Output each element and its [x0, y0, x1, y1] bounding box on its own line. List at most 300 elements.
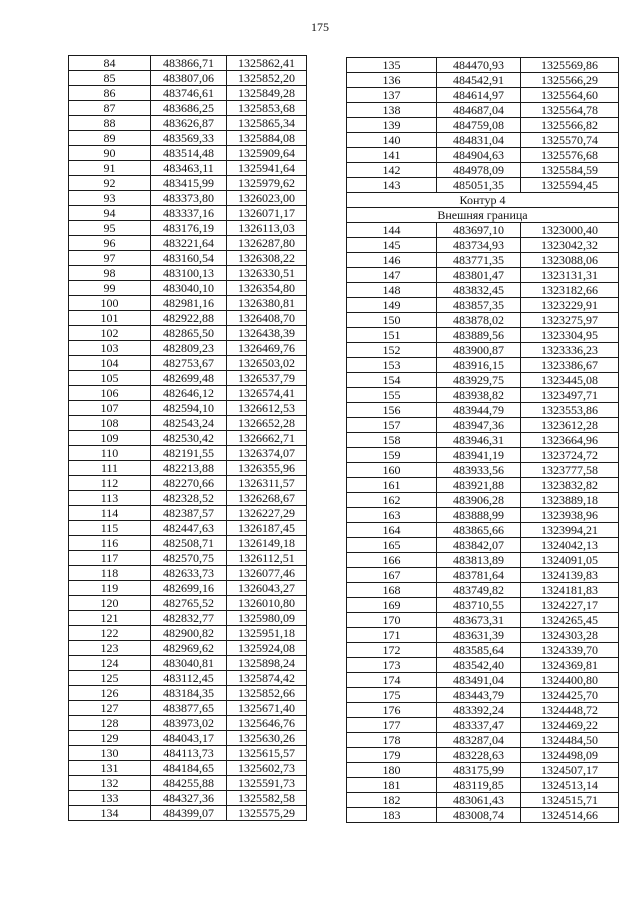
y-coordinate-cell: 1324484,50: [521, 733, 619, 748]
y-coordinate-cell: 1326187,45: [227, 521, 307, 536]
table-row: [347, 643, 619, 658]
table-row: [69, 626, 307, 641]
point-number-cell: 113: [69, 491, 151, 506]
point-number-cell: 88: [69, 116, 151, 131]
x-coordinate-cell: 484831,04: [437, 133, 521, 148]
y-coordinate-cell: 1325602,73: [227, 761, 307, 776]
x-coordinate-cell: 483119,85: [437, 778, 521, 793]
table-row: [347, 418, 619, 433]
x-coordinate-cell: 482508,71: [151, 536, 227, 551]
point-number-cell: 115: [69, 521, 151, 536]
point-number-cell: 155: [347, 388, 437, 403]
y-coordinate-cell: 1323497,71: [521, 388, 619, 403]
point-number-cell: 141: [347, 148, 437, 163]
point-number-cell: 109: [69, 431, 151, 446]
table-row: [347, 268, 619, 283]
table-row: [347, 718, 619, 733]
y-coordinate-cell: 1325566,29: [521, 73, 619, 88]
table-row: [347, 403, 619, 418]
point-number-cell: 84: [69, 56, 151, 71]
y-coordinate-cell: 1326113,03: [227, 221, 307, 236]
x-coordinate-cell: 483781,64: [437, 568, 521, 583]
y-coordinate-cell: 1325852,20: [227, 71, 307, 86]
y-coordinate-cell: 1326612,53: [227, 401, 307, 416]
point-number-cell: 150: [347, 313, 437, 328]
table-row: [69, 716, 307, 731]
x-coordinate-cell: 483443,79: [437, 688, 521, 703]
x-coordinate-cell: 483813,89: [437, 553, 521, 568]
x-coordinate-cell: 482865,50: [151, 326, 227, 341]
y-coordinate-cell: 1326503,02: [227, 356, 307, 371]
point-number-cell: 139: [347, 118, 437, 133]
y-coordinate-cell: 1324265,45: [521, 613, 619, 628]
table-row: [69, 731, 307, 746]
y-coordinate-cell: 1326071,17: [227, 206, 307, 221]
point-number-cell: 182: [347, 793, 437, 808]
table-row: [69, 671, 307, 686]
point-number-cell: 96: [69, 236, 151, 251]
y-coordinate-cell: 1325646,76: [227, 716, 307, 731]
y-coordinate-cell: 1326574,41: [227, 386, 307, 401]
table-row: [347, 118, 619, 133]
point-number-cell: 119: [69, 581, 151, 596]
x-coordinate-cell: 483569,33: [151, 131, 227, 146]
point-number-cell: 138: [347, 103, 437, 118]
y-coordinate-cell: 1326662,71: [227, 431, 307, 446]
table-row: [69, 521, 307, 536]
y-coordinate-cell: 1324400,80: [521, 673, 619, 688]
y-coordinate-cell: 1323275,97: [521, 313, 619, 328]
y-coordinate-cell: 1323664,96: [521, 433, 619, 448]
x-coordinate-cell: 483938,82: [437, 388, 521, 403]
x-coordinate-cell: 482530,42: [151, 431, 227, 446]
point-number-cell: 122: [69, 626, 151, 641]
table-row: [347, 508, 619, 523]
point-number-cell: 92: [69, 176, 151, 191]
x-coordinate-cell: 483160,54: [151, 251, 227, 266]
point-number-cell: 112: [69, 476, 151, 491]
y-coordinate-cell: 1326408,70: [227, 311, 307, 326]
y-coordinate-cell: 1323000,40: [521, 223, 619, 238]
x-coordinate-cell: 483228,63: [437, 748, 521, 763]
table-row: [347, 748, 619, 763]
point-number-cell: 146: [347, 253, 437, 268]
table-row: [69, 776, 307, 791]
x-coordinate-cell: 483842,07: [437, 538, 521, 553]
y-coordinate-cell: 1323994,21: [521, 523, 619, 538]
point-number-cell: 159: [347, 448, 437, 463]
point-number-cell: 142: [347, 163, 437, 178]
point-number-cell: 129: [69, 731, 151, 746]
x-coordinate-cell: 483673,31: [437, 613, 521, 628]
y-coordinate-cell: 1325941,64: [227, 161, 307, 176]
x-coordinate-cell: 483686,25: [151, 101, 227, 116]
x-coordinate-cell: 483585,64: [437, 643, 521, 658]
y-coordinate-cell: 1325584,59: [521, 163, 619, 178]
point-number-cell: 111: [69, 461, 151, 476]
y-coordinate-cell: 1323938,96: [521, 508, 619, 523]
table-row: [69, 446, 307, 461]
y-coordinate-cell: 1325566,82: [521, 118, 619, 133]
table-row: [69, 761, 307, 776]
y-coordinate-cell: 1325569,86: [521, 58, 619, 73]
table-row: [69, 596, 307, 611]
point-number-cell: 134: [69, 806, 151, 821]
point-number-cell: 121: [69, 611, 151, 626]
y-coordinate-cell: 1325924,08: [227, 641, 307, 656]
table-row: [69, 371, 307, 386]
table-row: [69, 191, 307, 206]
table-row: [347, 388, 619, 403]
point-number-cell: 89: [69, 131, 151, 146]
point-number-cell: 173: [347, 658, 437, 673]
point-number-cell: 114: [69, 506, 151, 521]
x-coordinate-cell: 482213,88: [151, 461, 227, 476]
table-row: [69, 431, 307, 446]
x-coordinate-cell: 483866,71: [151, 56, 227, 71]
point-number-cell: 145: [347, 238, 437, 253]
point-number-cell: 120: [69, 596, 151, 611]
point-number-cell: 110: [69, 446, 151, 461]
y-coordinate-cell: 1325564,60: [521, 88, 619, 103]
coordinates-table-left: [68, 55, 307, 821]
point-number-cell: 144: [347, 223, 437, 238]
x-coordinate-cell: 483878,02: [437, 313, 521, 328]
table-row: [69, 476, 307, 491]
y-coordinate-cell: 1323304,95: [521, 328, 619, 343]
x-coordinate-cell: 483807,06: [151, 71, 227, 86]
table-row: [69, 86, 307, 101]
x-coordinate-cell: 483746,61: [151, 86, 227, 101]
y-coordinate-cell: 1326023,00: [227, 191, 307, 206]
table-row: [69, 281, 307, 296]
point-number-cell: 118: [69, 566, 151, 581]
table-row: [69, 251, 307, 266]
table-row: [69, 566, 307, 581]
table-row: [347, 703, 619, 718]
y-coordinate-cell: 1325576,68: [521, 148, 619, 163]
y-coordinate-cell: 1326469,76: [227, 341, 307, 356]
x-coordinate-cell: 482646,12: [151, 386, 227, 401]
point-number-cell: 151: [347, 328, 437, 343]
y-coordinate-cell: 1326311,57: [227, 476, 307, 491]
x-coordinate-cell: 484255,88: [151, 776, 227, 791]
table-row: [347, 343, 619, 358]
y-coordinate-cell: 1325671,40: [227, 701, 307, 716]
section-subtitle-row: [347, 208, 619, 223]
x-coordinate-cell: 483337,16: [151, 206, 227, 221]
point-number-cell: 149: [347, 298, 437, 313]
x-coordinate-cell: 484327,36: [151, 791, 227, 806]
x-coordinate-cell: 483933,56: [437, 463, 521, 478]
table-row: [69, 161, 307, 176]
table-row: [69, 176, 307, 191]
y-coordinate-cell: 1326010,80: [227, 596, 307, 611]
y-coordinate-cell: 1323553,86: [521, 403, 619, 418]
table-row: [347, 583, 619, 598]
y-coordinate-cell: 1323889,18: [521, 493, 619, 508]
table-row: [347, 538, 619, 553]
y-coordinate-cell: 1326308,22: [227, 251, 307, 266]
point-number-cell: 127: [69, 701, 151, 716]
x-coordinate-cell: 483734,93: [437, 238, 521, 253]
table-row: [347, 598, 619, 613]
y-coordinate-cell: 1325575,29: [227, 806, 307, 821]
point-number-cell: 103: [69, 341, 151, 356]
coordinates-table-right: [346, 57, 619, 823]
table-row: [347, 448, 619, 463]
point-number-cell: 158: [347, 433, 437, 448]
x-coordinate-cell: 483710,55: [437, 598, 521, 613]
x-coordinate-cell: 484184,65: [151, 761, 227, 776]
point-number-cell: 124: [69, 656, 151, 671]
x-coordinate-cell: 483832,45: [437, 283, 521, 298]
table-row: [69, 656, 307, 671]
x-coordinate-cell: 482753,67: [151, 356, 227, 371]
point-number-cell: 153: [347, 358, 437, 373]
point-number-cell: 94: [69, 206, 151, 221]
table-row: [69, 491, 307, 506]
x-coordinate-cell: 483337,47: [437, 718, 521, 733]
y-coordinate-cell: 1326355,96: [227, 461, 307, 476]
table-row: [347, 313, 619, 328]
y-coordinate-cell: 1325909,64: [227, 146, 307, 161]
point-number-cell: 172: [347, 643, 437, 658]
point-number-cell: 125: [69, 671, 151, 686]
x-coordinate-cell: 482900,82: [151, 626, 227, 641]
point-number-cell: 132: [69, 776, 151, 791]
table-row: [69, 611, 307, 626]
x-coordinate-cell: 483631,39: [437, 628, 521, 643]
point-number-cell: 131: [69, 761, 151, 776]
x-coordinate-cell: 484614,97: [437, 88, 521, 103]
point-number-cell: 137: [347, 88, 437, 103]
x-coordinate-cell: 483463,11: [151, 161, 227, 176]
y-coordinate-cell: 1324515,71: [521, 793, 619, 808]
point-number-cell: 175: [347, 688, 437, 703]
table-row: [69, 56, 307, 71]
x-coordinate-cell: 482969,62: [151, 641, 227, 656]
y-coordinate-cell: 1326287,80: [227, 236, 307, 251]
point-number-cell: 130: [69, 746, 151, 761]
x-coordinate-cell: 483392,24: [437, 703, 521, 718]
point-number-cell: 107: [69, 401, 151, 416]
x-coordinate-cell: 483040,10: [151, 281, 227, 296]
y-coordinate-cell: 1326652,28: [227, 416, 307, 431]
table-row: [347, 493, 619, 508]
x-coordinate-cell: 482270,66: [151, 476, 227, 491]
x-coordinate-cell: 483626,87: [151, 116, 227, 131]
x-coordinate-cell: 483888,99: [437, 508, 521, 523]
point-number-cell: 101: [69, 311, 151, 326]
y-coordinate-cell: 1326330,51: [227, 266, 307, 281]
y-coordinate-cell: 1324513,14: [521, 778, 619, 793]
point-number-cell: 157: [347, 418, 437, 433]
x-coordinate-cell: 483491,04: [437, 673, 521, 688]
point-number-cell: 102: [69, 326, 151, 341]
y-coordinate-cell: 1324181,83: [521, 583, 619, 598]
x-coordinate-cell: 482570,75: [151, 551, 227, 566]
y-coordinate-cell: 1326112,51: [227, 551, 307, 566]
table-row: [347, 328, 619, 343]
x-coordinate-cell: 483008,74: [437, 808, 521, 823]
y-coordinate-cell: 1325852,66: [227, 686, 307, 701]
x-coordinate-cell: 482594,10: [151, 401, 227, 416]
table-row: [347, 223, 619, 238]
point-number-cell: 140: [347, 133, 437, 148]
point-number-cell: 99: [69, 281, 151, 296]
x-coordinate-cell: 483916,15: [437, 358, 521, 373]
x-coordinate-cell: 483906,28: [437, 493, 521, 508]
x-coordinate-cell: 482832,77: [151, 611, 227, 626]
y-coordinate-cell: 1325630,26: [227, 731, 307, 746]
x-coordinate-cell: 483112,45: [151, 671, 227, 686]
y-coordinate-cell: 1323832,82: [521, 478, 619, 493]
table-row: [347, 778, 619, 793]
x-coordinate-cell: 483973,02: [151, 716, 227, 731]
table-row: [347, 433, 619, 448]
table-row: [69, 686, 307, 701]
y-coordinate-cell: 1326354,80: [227, 281, 307, 296]
x-coordinate-cell: 484759,08: [437, 118, 521, 133]
table-row: [69, 806, 307, 821]
y-coordinate-cell: 1326227,29: [227, 506, 307, 521]
table-row: [347, 688, 619, 703]
table-row: [69, 416, 307, 431]
point-number-cell: 106: [69, 386, 151, 401]
x-coordinate-cell: 483697,10: [437, 223, 521, 238]
y-coordinate-cell: 1325594,45: [521, 178, 619, 193]
x-coordinate-cell: 483176,19: [151, 221, 227, 236]
x-coordinate-cell: 483373,80: [151, 191, 227, 206]
table-row: [69, 101, 307, 116]
x-coordinate-cell: 482765,52: [151, 596, 227, 611]
table-row: [347, 733, 619, 748]
table-row: [347, 58, 619, 73]
table-row: [69, 581, 307, 596]
point-number-cell: 154: [347, 373, 437, 388]
x-coordinate-cell: 483100,13: [151, 266, 227, 281]
x-coordinate-cell: 482699,16: [151, 581, 227, 596]
table-row: [69, 461, 307, 476]
point-number-cell: 128: [69, 716, 151, 731]
point-number-cell: 174: [347, 673, 437, 688]
point-number-cell: 85: [69, 71, 151, 86]
table-row: [347, 673, 619, 688]
point-number-cell: 164: [347, 523, 437, 538]
x-coordinate-cell: 483542,40: [437, 658, 521, 673]
table-row: [347, 478, 619, 493]
x-coordinate-cell: 483415,99: [151, 176, 227, 191]
point-number-cell: 133: [69, 791, 151, 806]
point-number-cell: 95: [69, 221, 151, 236]
table-row: [69, 341, 307, 356]
table-row: [69, 236, 307, 251]
point-number-cell: 104: [69, 356, 151, 371]
y-coordinate-cell: 1324303,28: [521, 628, 619, 643]
point-number-cell: 123: [69, 641, 151, 656]
y-coordinate-cell: 1325862,41: [227, 56, 307, 71]
x-coordinate-cell: 484043,17: [151, 731, 227, 746]
y-coordinate-cell: 1324091,05: [521, 553, 619, 568]
table-row: [347, 238, 619, 253]
point-number-cell: 160: [347, 463, 437, 478]
y-coordinate-cell: 1324448,72: [521, 703, 619, 718]
point-number-cell: 135: [347, 58, 437, 73]
y-coordinate-cell: 1325865,34: [227, 116, 307, 131]
table-row: [347, 73, 619, 88]
table-row: [347, 793, 619, 808]
y-coordinate-cell: 1326149,18: [227, 536, 307, 551]
x-coordinate-cell: 483514,48: [151, 146, 227, 161]
section-title: Контур 4: [347, 193, 619, 208]
y-coordinate-cell: 1326438,39: [227, 326, 307, 341]
point-number-cell: 116: [69, 536, 151, 551]
y-coordinate-cell: 1325570,74: [521, 133, 619, 148]
table-row: [347, 298, 619, 313]
x-coordinate-cell: 484113,73: [151, 746, 227, 761]
point-number-cell: 180: [347, 763, 437, 778]
x-coordinate-cell: 484687,04: [437, 103, 521, 118]
y-coordinate-cell: 1324042,13: [521, 538, 619, 553]
table-row: [347, 808, 619, 823]
x-coordinate-cell: 484904,63: [437, 148, 521, 163]
point-number-cell: 90: [69, 146, 151, 161]
x-coordinate-cell: 483175,99: [437, 763, 521, 778]
point-number-cell: 87: [69, 101, 151, 116]
x-coordinate-cell: 483061,43: [437, 793, 521, 808]
y-coordinate-cell: 1323088,06: [521, 253, 619, 268]
point-number-cell: 179: [347, 748, 437, 763]
x-coordinate-cell: 482922,88: [151, 311, 227, 326]
point-number-cell: 97: [69, 251, 151, 266]
table-row: [69, 551, 307, 566]
y-coordinate-cell: 1324469,22: [521, 718, 619, 733]
table-row: [347, 658, 619, 673]
x-coordinate-cell: 485051,35: [437, 178, 521, 193]
y-coordinate-cell: 1325951,18: [227, 626, 307, 641]
point-number-cell: 181: [347, 778, 437, 793]
x-coordinate-cell: 482809,23: [151, 341, 227, 356]
point-number-cell: 178: [347, 733, 437, 748]
x-coordinate-cell: 483865,66: [437, 523, 521, 538]
table-row: [69, 536, 307, 551]
y-coordinate-cell: 1326268,67: [227, 491, 307, 506]
y-coordinate-cell: 1324139,83: [521, 568, 619, 583]
section-subtitle: Внешняя граница: [347, 208, 619, 223]
x-coordinate-cell: 483947,36: [437, 418, 521, 433]
point-number-cell: 170: [347, 613, 437, 628]
x-coordinate-cell: 483857,35: [437, 298, 521, 313]
x-coordinate-cell: 483921,88: [437, 478, 521, 493]
point-number-cell: 162: [347, 493, 437, 508]
point-number-cell: 136: [347, 73, 437, 88]
table-row: [347, 463, 619, 478]
y-coordinate-cell: 1326380,81: [227, 296, 307, 311]
point-number-cell: 163: [347, 508, 437, 523]
table-row: [347, 373, 619, 388]
table-row: [69, 506, 307, 521]
point-number-cell: 161: [347, 478, 437, 493]
x-coordinate-cell: 483287,04: [437, 733, 521, 748]
x-coordinate-cell: 482633,73: [151, 566, 227, 581]
x-coordinate-cell: 484978,09: [437, 163, 521, 178]
point-number-cell: 168: [347, 583, 437, 598]
y-coordinate-cell: 1323612,28: [521, 418, 619, 433]
y-coordinate-cell: 1323445,08: [521, 373, 619, 388]
x-coordinate-cell: 483900,87: [437, 343, 521, 358]
section-title-row: [347, 193, 619, 208]
